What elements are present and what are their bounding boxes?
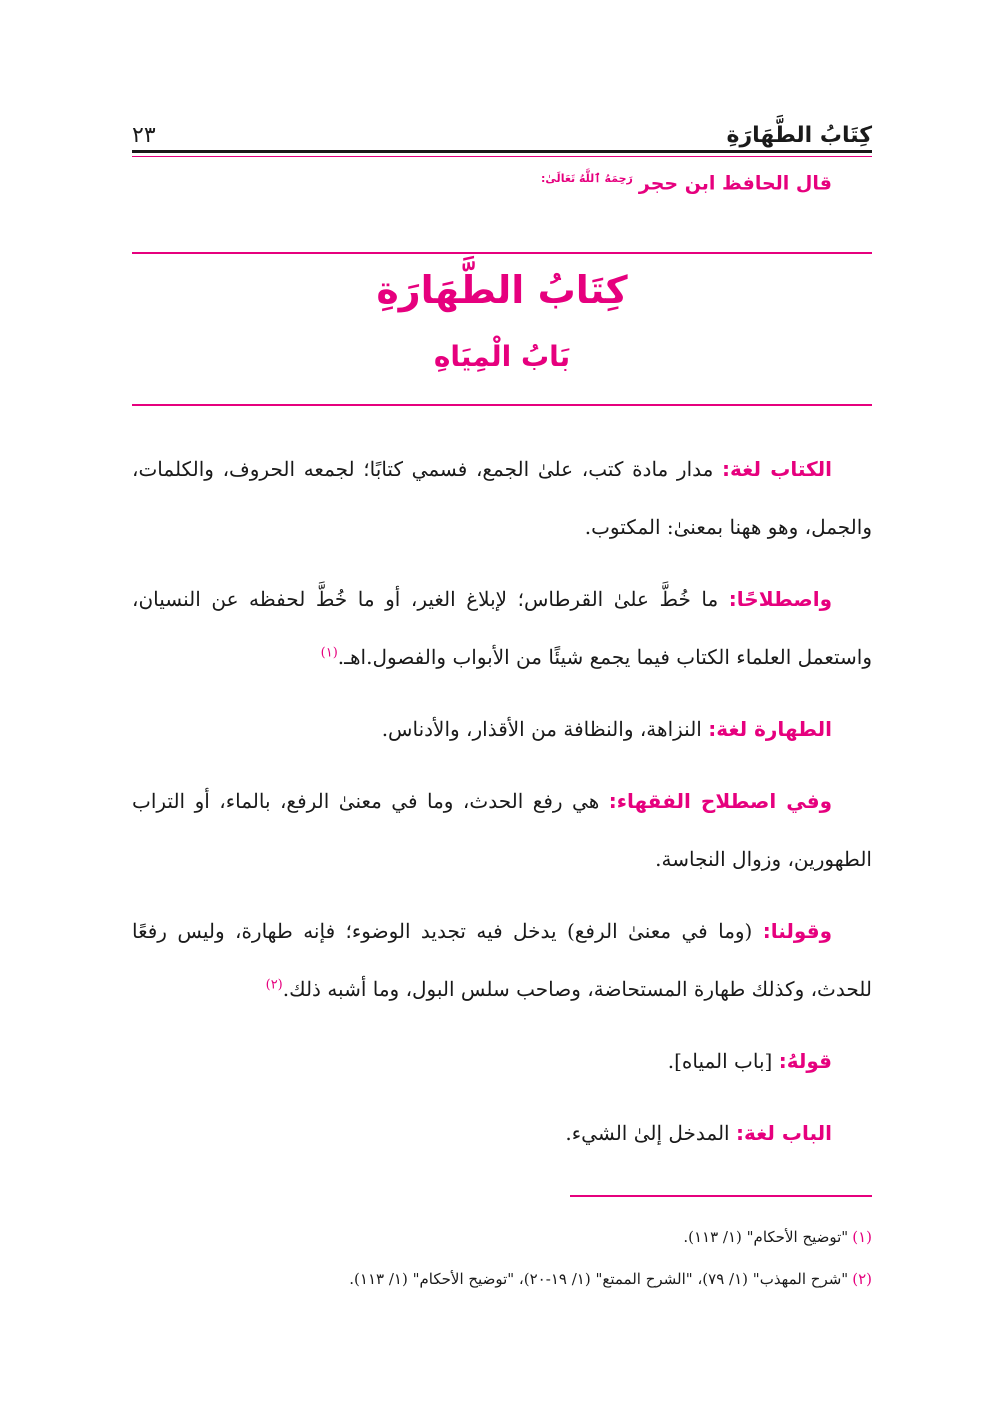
paragraph — [132, 902, 872, 1018]
paragraph-text: مدار مادة كتب، علىٰ الجمع، فسمي كتابًا؛ لجمعه الحروف، والكلمات، والجمل، وهو ههنا بمعنىٰ: المكتوب. — [132, 457, 872, 539]
running-title: كِتَابُ الطَّهَارَةِ — [726, 123, 872, 148]
term-label: وفي اصطلاح الفقهاء: — [608, 789, 832, 813]
body-text — [132, 440, 872, 1176]
title-rule-top — [132, 252, 872, 254]
footnote-text: "شرح المهذب" (١/ ٧٩)، "الشرح الممتع" (١/ ١٩-٢٠)، "توضيح الأحكام" (١/ ١١٣). — [349, 1270, 849, 1288]
footnote — [132, 1218, 872, 1256]
footnote-ref[interactable]: (١) — [320, 645, 338, 661]
attribution-text: قال الحافظ ابن حجر — [638, 172, 832, 195]
footnote — [132, 1260, 872, 1298]
paragraph — [132, 1104, 872, 1162]
paragraph — [132, 772, 872, 888]
attribution — [541, 172, 832, 194]
book-title: كِتَابُ الطَّهَارَةِ — [376, 268, 628, 312]
paragraph — [132, 440, 872, 556]
paragraph — [132, 1032, 872, 1090]
term-label: قولهُ: — [778, 1049, 832, 1073]
paragraph — [132, 700, 872, 758]
footnote-text: "توضيح الأحكام" (١/ ١١٣). — [683, 1228, 849, 1246]
paragraph-text: النزاهة، والنظافة من الأقذار، والأدناس. — [381, 717, 709, 741]
paragraph-text: (وما في معنىٰ الرفع) يدخل فيه تجديد الوضوء؛ فإنه طهارة، وليس رفعًا للحدث، وكذلك طهارة المستحاضة، وصاحب سلس البول، وما أشبه ذلك. — [132, 919, 872, 1001]
term-label: الباب لغة: — [735, 1121, 832, 1145]
footnotes — [132, 1218, 872, 1302]
term-label: الطهارة لغة: — [708, 717, 832, 741]
term-label: الكتاب لغة: — [722, 457, 833, 481]
paragraph-text: [باب المياه]. — [667, 1049, 779, 1073]
paragraph-text: ما خُطَّ علىٰ القرطاس؛ لإبلاغ الغير، أو ما خُطَّ لحفظه عن النسيان، واستعمل العلماء الكتاب فيما يجمع شيئًا من الأبواب والفصول.اهـ. — [132, 587, 872, 669]
running-header — [132, 108, 872, 148]
term-label: واصطلاحًا: — [728, 587, 832, 611]
paragraph-text: المدخل إلىٰ الشيء. — [565, 1121, 736, 1145]
header-rule — [132, 150, 872, 153]
footnote-ref[interactable]: (٢) — [265, 977, 283, 993]
title-rule-bottom — [132, 404, 872, 406]
paragraph-text: هي رفع الحدث، وما في معنىٰ الرفع، بالماء، أو التراب الطهورين، وزوال النجاسة. — [132, 789, 872, 871]
footnote-rule — [570, 1195, 872, 1197]
honorific-seal: رَحِمَهُ ٱللَّهُ تَعَالَىٰ: — [541, 172, 633, 185]
paragraph — [132, 570, 872, 686]
footnote-number: (٢) — [852, 1270, 872, 1288]
page-number: ٢٣ — [132, 123, 156, 148]
term-label: وقولنا: — [762, 919, 832, 943]
footnote-number: (١) — [852, 1228, 872, 1246]
header-rule-accent — [132, 156, 872, 157]
chapter-title: بَابُ الْمِيَاهِ — [433, 340, 571, 373]
